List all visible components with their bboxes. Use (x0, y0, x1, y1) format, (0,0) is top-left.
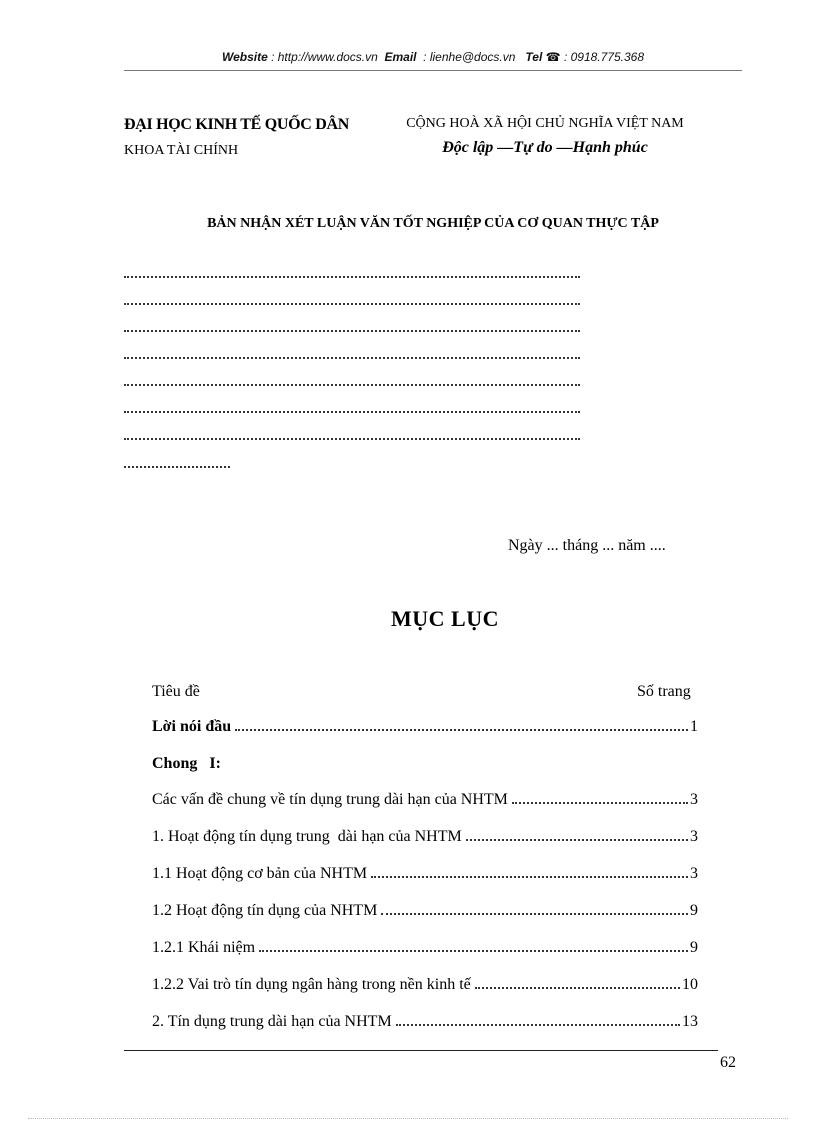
remark-line (124, 328, 580, 332)
toc-column-page: Số trang (637, 683, 691, 700)
country-name: CỘNG HOÀ XÃ HỘI CHỦ NGHĨA VIỆT NAM (406, 116, 684, 131)
toc-entry-title: 1. Hoạt động tín dụng trung dài hạn của NHTM (152, 828, 462, 845)
remark-line (124, 274, 580, 278)
toc-entry-title: 1.2 Hoạt động tín dụng của NHTM (152, 902, 378, 919)
toc-title: MỤC LỤC (391, 606, 499, 631)
toc-leader (512, 802, 688, 804)
toc-entry-page: 9 (690, 902, 698, 919)
toc-entry-title: 1.2.2 Vai trò tín dụng ngân hàng trong nền kinh tế (152, 976, 471, 993)
remarks-title: BẢN NHẬN XÉT LUẬN VĂN TỐT NGHIỆP CỦA CƠ QUAN THỰC TẬP (207, 216, 659, 231)
page-number: 62 (720, 1054, 736, 1071)
remark-line (124, 464, 230, 468)
website-header (124, 50, 742, 64)
remark-line (124, 301, 580, 305)
toc-entry-page: 3 (690, 828, 698, 845)
toc-entry-page: 3 (690, 865, 698, 882)
tel-label: Tel (525, 50, 543, 64)
toc-entry-title: 1.1 Hoạt động cơ bản của NHTM (152, 865, 368, 882)
remark-line (124, 355, 580, 359)
header-divider (124, 70, 742, 71)
toc-entry[interactable] (152, 828, 698, 852)
toc-entry[interactable] (152, 939, 698, 963)
email-label: Email (384, 50, 417, 64)
toc-chapter-heading: Chong I: (152, 755, 221, 772)
website-label: Website (221, 50, 268, 64)
website-url[interactable]: : http://www.docs.vn (271, 50, 378, 64)
toc-entry[interactable] (152, 865, 698, 889)
date-line: Ngày ... tháng ... năm .... (508, 537, 666, 554)
toc-entry-title: 1.2.1 Khái niệm (152, 939, 256, 956)
toc-entry-page: 10 (682, 976, 698, 993)
remark-line (124, 436, 580, 440)
toc-column-title: Tiêu đề (152, 683, 200, 700)
university-block (124, 112, 349, 164)
toc-leader (371, 876, 688, 878)
email-address[interactable]: : lienhe@docs.vn (423, 50, 516, 64)
toc-entry-title: Lời nói đầu (152, 718, 232, 735)
toc-leader (475, 987, 680, 989)
toc-entry-page: 13 (682, 1013, 698, 1030)
toc-leader (259, 950, 688, 952)
page-bottom-border (28, 1118, 788, 1119)
national-motto-block (360, 112, 730, 160)
toc-entry-page: 3 (690, 791, 698, 808)
footer-divider (124, 1050, 718, 1051)
toc-entry[interactable] (152, 1013, 698, 1037)
toc-entry[interactable] (152, 902, 698, 926)
toc-entry-page: 1 (690, 718, 698, 735)
remark-line (124, 409, 580, 413)
toc-leader (466, 839, 688, 841)
toc-entry-title: 2. Tín dụng trung dài hạn của NHTM (152, 1013, 392, 1030)
toc-leader (235, 729, 688, 731)
toc-entry-title: Các vấn đề chung về tín dụng trung dài hạn của NHTM (152, 791, 508, 808)
remark-line (124, 382, 580, 386)
toc-leader (396, 1024, 680, 1026)
toc-entry[interactable] (152, 976, 698, 1000)
toc-entry[interactable] (152, 718, 698, 742)
faculty-name: KHOA TÀI CHÍNH (124, 143, 239, 158)
toc-leader (381, 913, 688, 915)
toc-entry[interactable] (152, 791, 698, 815)
national-motto: Độc lập —Tự do —Hạnh phúc (442, 139, 648, 156)
toc-entry-page: 9 (690, 939, 698, 956)
tel-number: ☎ : 0918.775.368 (545, 50, 645, 64)
university-name: ĐẠI HỌC KINH TẾ QUỐC DÂN (124, 116, 349, 133)
